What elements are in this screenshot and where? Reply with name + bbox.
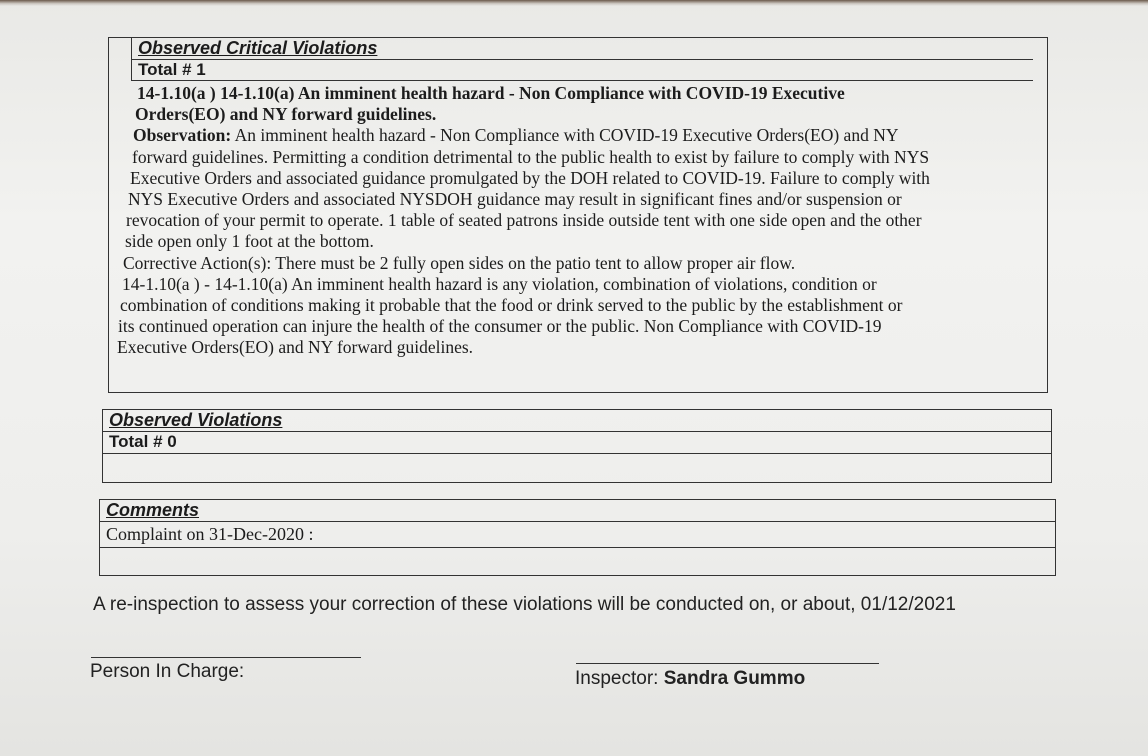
critical-violation-text [109,83,1047,359]
observation-line: Executive Orders and associated guidance promulgated by the DOH related to COVID-19. Failure to comply with [130,167,930,188]
observation-line: side open only 1 foot at the bottom. [125,231,374,252]
observation-line: NYS Executive Orders and associated NYSDOH guidance may result in significant fines and/or suspension or [128,189,902,210]
observation-line: revocation of your permit to operate. 1 table of seated patrons inside outside tent with one side open and the other [126,210,922,231]
inspector-label: Inspector: [575,668,659,689]
observed-violations-total: Total # 0 [103,432,1051,454]
observation-text: An imminent health hazard - Non Compliance with COVID-19 Executive Orders(EO) and NY [234,125,899,146]
hazard-definition-line: combination of conditions making it probable that the food or drink served to the public by the establishment or [120,295,903,316]
observed-violations-box [102,409,1052,483]
violation-code-line: 14-1.10(a ) 14-1.10(a) An imminent health hazard - Non Compliance with COVID-19 Executive [137,83,845,103]
violation-code-line: Orders(EO) and NY forward guidelines. [135,104,437,125]
inspector-name: Sandra Gummo [663,668,806,689]
comments-text: Complaint on 31-Dec-2020 : [100,522,1055,548]
person-in-charge-label: Person In Charge: [90,661,245,682]
observation-line: forward guidelines. Permitting a condition detrimental to the public health to exist by failure to comply with NYS [132,146,930,167]
critical-violations-heading: Observed Critical Violations [131,38,1033,60]
comments-heading: Comments [100,500,1055,522]
observation-label: Observation: [133,125,232,146]
observation-line [133,125,1041,146]
hazard-definition-line: Executive Orders(EO) and NY forward guidelines. [117,337,474,358]
hazard-definition-line: 14-1.10(a ) - 14-1.10(a) An imminent health hazard is any violation, combination of violations, condition or [122,273,877,294]
inspector-signature [575,668,805,690]
photo-edge-shadow [0,0,1148,6]
critical-violations-total: Total # 1 [131,60,1033,81]
person-in-charge-signature-line [91,657,361,658]
hazard-definition-line: its continued operation can injure the health of the consumer or the public. Non Compliance with COVID-19 [118,316,882,337]
corrective-action-line: Corrective Action(s): There must be 2 fully open sides on the patio tent to allow proper air flow. [123,252,796,273]
inspector-signature-line [576,663,879,664]
critical-violations-box [108,37,1048,393]
observed-violations-heading: Observed Violations [103,410,1051,432]
comments-box [99,499,1056,576]
reinspection-notice: A re-inspection to assess your correction of these violations will be conducted on, or about, 01/12/2021 [93,594,956,615]
